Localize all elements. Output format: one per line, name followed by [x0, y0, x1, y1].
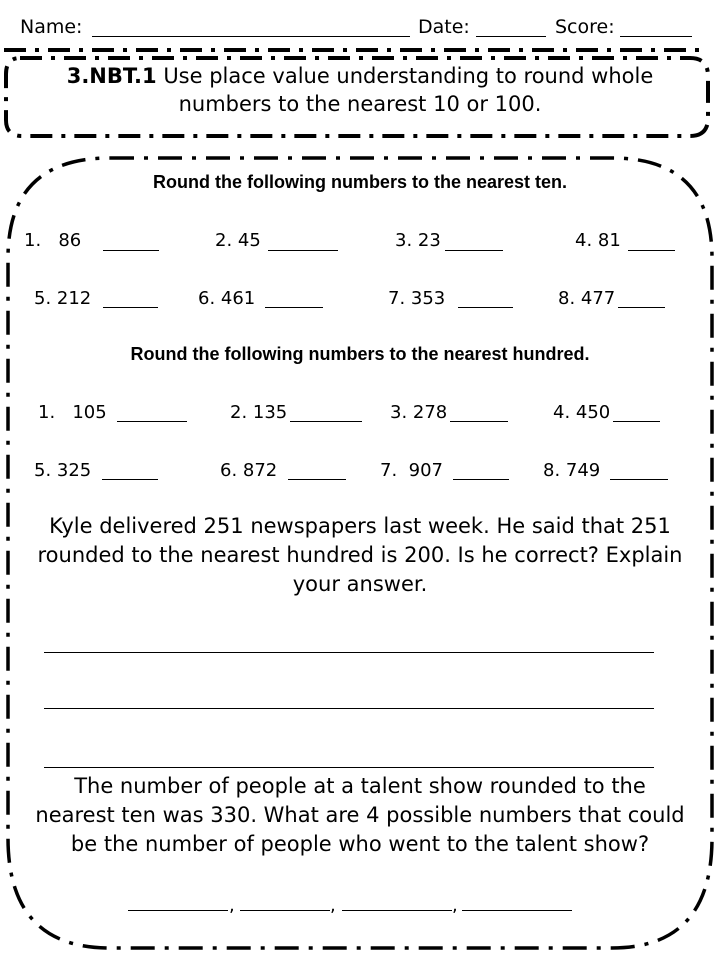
explanation-line-2[interactable]: [44, 708, 654, 709]
hundreds-section-title: Round the following numbers to the nearest hundred.: [130, 344, 590, 364]
standard-code: 3.NBT.1: [66, 64, 157, 88]
tens-problem-3: 3. 23: [395, 230, 441, 251]
answer-blank[interactable]: [610, 479, 668, 480]
answer-blank[interactable]: [445, 250, 503, 251]
answer-blank[interactable]: [628, 250, 675, 251]
question-line: Kyle delivered 251 newspapers last week. He said that 251: [49, 514, 671, 538]
name-label: Name:: [20, 16, 83, 38]
answer-blank[interactable]: [103, 307, 158, 308]
answer-blank[interactable]: [453, 479, 509, 480]
tens-problem-7: 7. 353: [388, 288, 446, 309]
hundreds-problem-2: 2. 135: [230, 402, 288, 423]
possible-number-blank-2[interactable]: [240, 910, 330, 911]
date-blank[interactable]: [476, 36, 546, 37]
tens-problem-6: 6. 461: [198, 288, 256, 309]
possible-number-blank-4[interactable]: [462, 910, 572, 911]
hundreds-problem-6: 6. 872: [220, 460, 278, 481]
question-line: The number of people at a talent show rounded to the: [74, 774, 646, 798]
separator-comma: ,: [330, 895, 336, 916]
standard-line2: numbers to the nearest 10 or 100.: [178, 92, 542, 116]
explanation-line-1[interactable]: [44, 652, 654, 653]
tens-problem-2: 2. 45: [215, 230, 261, 251]
answer-blank[interactable]: [103, 250, 159, 251]
question-line: be the number of people who went to the talent show?: [70, 832, 650, 856]
score-blank[interactable]: [620, 36, 692, 37]
name-blank[interactable]: [92, 36, 410, 37]
hundreds-problem-1: 1. 105: [38, 402, 107, 423]
hundreds-problem-4: 4. 450: [553, 402, 611, 423]
answer-blank[interactable]: [618, 307, 665, 308]
tens-problem-1: 1. 86: [24, 230, 82, 251]
separator-comma: ,: [229, 895, 235, 916]
question-line: nearest ten was 330. What are 4 possible numbers that could: [35, 803, 685, 827]
possible-number-blank-3[interactable]: [342, 910, 452, 911]
answer-blank[interactable]: [268, 250, 338, 251]
question-line: rounded to the nearest hundred is 200. Is he correct? Explain: [37, 543, 683, 567]
answer-blank[interactable]: [288, 479, 346, 480]
separator-comma: ,: [452, 895, 458, 916]
tens-problem-4: 4. 81: [575, 230, 621, 251]
hundreds-problem-8: 8. 749: [543, 460, 601, 481]
possible-number-blank-1[interactable]: [128, 910, 228, 911]
tens-problem-5: 5. 212: [34, 288, 92, 309]
standard-text: [0, 62, 720, 118]
word-problem-talent-show: [20, 772, 700, 859]
answer-blank[interactable]: [290, 421, 362, 422]
answer-blank[interactable]: [265, 307, 323, 308]
hundreds-problem-7: 7. 907: [380, 460, 443, 481]
explanation-line-3[interactable]: [44, 767, 654, 768]
answer-blank[interactable]: [102, 479, 158, 480]
date-label: Date:: [418, 16, 470, 38]
answer-blank[interactable]: [458, 307, 513, 308]
question-line: your answer.: [292, 572, 428, 596]
hundreds-problem-3: 3. 278: [390, 402, 448, 423]
answer-blank[interactable]: [450, 421, 508, 422]
score-label: Score:: [555, 16, 615, 38]
standard-line1: Use place value understanding to round whole: [163, 64, 654, 88]
answer-blank[interactable]: [613, 421, 660, 422]
tens-section-title: Round the following numbers to the nearest ten.: [152, 172, 567, 192]
word-problem-kyle: [20, 512, 700, 599]
answer-blank[interactable]: [117, 421, 187, 422]
tens-problem-8: 8. 477: [558, 288, 616, 309]
hundreds-problem-5: 5. 325: [34, 460, 92, 481]
